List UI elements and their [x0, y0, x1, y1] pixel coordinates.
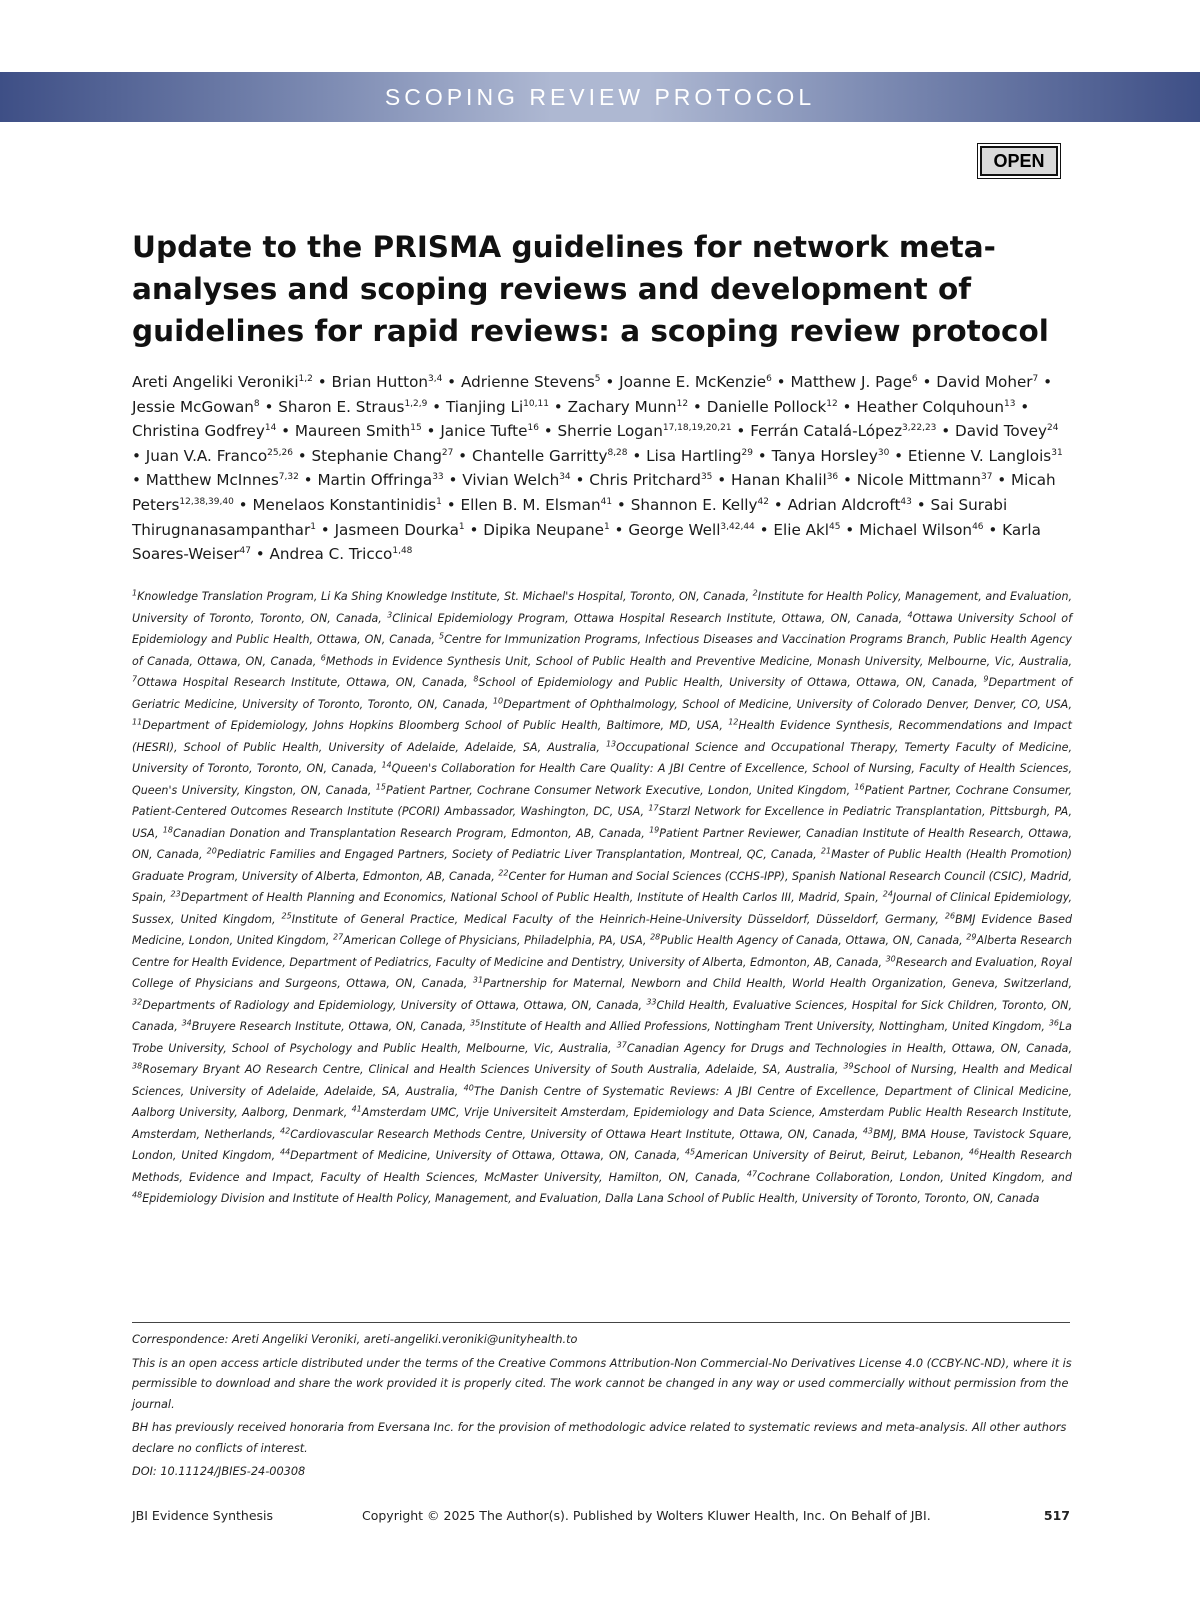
author-name: Hanan Khalil — [731, 471, 827, 490]
author-affiliation-marker: 33 — [432, 472, 444, 483]
affiliation-number: 22 — [498, 867, 509, 877]
author-affiliation-marker: 7,32 — [278, 472, 299, 483]
affiliation-text: Master of Public Health (Health Promotion) Graduate Program, University of Alberta, Edmonton, AB, Canada, — [132, 848, 1072, 883]
author — [252, 496, 441, 514]
author-name: Sai Surabi Thirugnanasampanthar — [132, 495, 1008, 539]
author-name: Christina Godfrey — [132, 422, 265, 441]
footer-copyright: Copyright © 2025 The Author(s). Published by Wolters Kluwer Health, Inc. On Behalf of JBI. — [362, 1508, 931, 1523]
author-affiliation-marker: 3,22,23 — [902, 423, 937, 434]
author-affiliation-marker: 31 — [1051, 447, 1063, 458]
affiliation-text: Canadian Donation and Transplantation Research Program, Edmonton, AB, Canada, — [172, 826, 650, 840]
article-title: Update to the PRISMA guidelines for network meta-analyses and scoping reviews and development of guidelines for rapid reviews: a scoping review protocol — [132, 230, 1049, 348]
affiliation-number: 37 — [616, 1039, 627, 1049]
author — [589, 471, 712, 489]
affiliation-number: 42 — [280, 1125, 291, 1135]
affiliation-text: Institute for Health Policy, Management, and Evaluation, University of Toronto, Toronto, ON, Canada, — [132, 590, 1073, 625]
author-name: Menelaos Konstantinidis — [252, 495, 437, 514]
author-name: David Moher — [936, 373, 1033, 391]
affiliation-number: 28 — [650, 932, 661, 942]
affiliation-number: 36 — [1048, 1018, 1059, 1028]
author-affiliation-marker: 14 — [264, 423, 277, 434]
affiliation-text: Institute of Health and Allied Professions, Nottingham Trent University, Nottingham, United Kingdom, — [480, 1020, 1049, 1033]
author-name: Danielle Pollock — [706, 397, 827, 416]
author — [955, 422, 1058, 440]
author-affiliation-marker: 29 — [741, 447, 753, 458]
affiliation-number: 7 — [132, 674, 138, 684]
affiliation-text: Occupational Science and Occupational Therapy, Temerty Faculty of Medicine, University of Toronto, Toronto, ON, Canada, — [132, 740, 1073, 775]
page-number: 517 — [1043, 1508, 1070, 1523]
author-affiliation-marker: 35 — [700, 472, 713, 483]
disclosure-note: BH has previously received honoraria from Eversana Inc. for the provision of methodologic advice related to systematic reviews and meta-analysis. All other authors declare no conflicts of interest. — [132, 1421, 1067, 1455]
author-affiliation-marker: 13 — [1003, 398, 1016, 409]
author-affiliation-marker: 30 — [877, 447, 890, 458]
author-name: Matthew McInnes — [145, 471, 279, 490]
notes-divider — [132, 1322, 1070, 1323]
affiliation-number: 20 — [206, 846, 217, 856]
author-name: Sharon E. Straus — [278, 397, 405, 416]
author — [773, 521, 840, 539]
author-affiliation-marker: 1 — [603, 521, 610, 532]
affiliation-number: 3 — [387, 609, 393, 619]
author — [790, 373, 917, 391]
affiliation-text: Departments of Radiology and Epidemiology, University of Ottawa, Ottawa, ON, Canada, — [142, 998, 647, 1012]
author — [646, 447, 753, 465]
article-notes — [132, 1330, 1072, 1486]
author — [750, 422, 936, 440]
author-affiliation-marker: 1,2 — [298, 373, 313, 384]
affiliation-text: Child Health, Evaluative Sciences, Hospital for Sick Children, Toronto, ON, Canada, — [132, 998, 1072, 1033]
affiliation-text: Methods in Evidence Synthesis Unit, School of Public Health and Preventive Medicine, Monash University, Melbourne, Vic, Australia, — [325, 654, 1072, 668]
affiliation-text: Canadian Agency for Drugs and Technologies in Health, Ottawa, ON, Canada, — [626, 1041, 1072, 1055]
author-name: Micah Peters — [132, 471, 1056, 514]
affiliation-list — [132, 586, 1072, 1210]
page-footer — [132, 1508, 1070, 1528]
author-name: Tianjing Li — [445, 397, 524, 416]
affiliation-number: 44 — [279, 1147, 291, 1157]
author-name: Ellen B. M. Elsman — [460, 495, 601, 514]
author-name: Heather Colquhoun — [856, 397, 1004, 416]
author — [446, 398, 549, 416]
affiliation-number: 30 — [885, 953, 896, 963]
affiliation-text: Research and Evaluation, Royal College of Physicians and Surgeons, Ottawa, ON, Canada, — [132, 955, 1072, 990]
affiliation-number: 13 — [605, 738, 617, 748]
author-name: Zachary Munn — [567, 397, 677, 416]
author-affiliation-marker: 6 — [766, 373, 772, 384]
affiliation-number: 48 — [132, 1190, 143, 1200]
affiliation-text: Public Health Agency of Canada, Ottawa, ON, Canada, — [660, 934, 967, 947]
author-affiliation-marker: 1 — [310, 521, 316, 532]
author-name: Shannon E. Kelly — [630, 495, 758, 514]
author-affiliation-marker: 17,18,19,20,21 — [662, 423, 732, 434]
affiliation-number: 35 — [470, 1018, 481, 1028]
author-name: Elie Akl — [773, 520, 830, 539]
author — [295, 422, 422, 440]
author — [462, 471, 570, 489]
author-name: George Well — [628, 520, 721, 539]
affiliation-text: BMJ, BMA House, Tavistock Square, London, United Kingdom, — [132, 1127, 1072, 1162]
author-name: Maureen Smith — [294, 422, 411, 441]
author-affiliation-marker: 6 — [911, 373, 918, 384]
affiliation-number: 33 — [646, 996, 657, 1006]
author-list: Areti Angeliki Veroniki$^{1,2}$ • Brian Hutton$^{3,4}$ • Adrienne Stevens$^5$ • Joanne E. McKenzie$^6$ • Matthew J. Page$^6$ • David Moher$^7$ • Jessie McGowan$^8$ • Sharon E. Straus$^{1,2,9}$ • Tianjing Li$^{10,11}$ • Zachary Munn$^{12}$ • Danielle Pollock$^{12}$ • Heather Colquhoun$^{13}$ • Christina Godfrey$^{14}$ • Maureen Smith$^{15}$ • Janice Tufte$^{16}$ • Sherrie Logan$^{17,18,19,20,21}$ • Ferrán Catalá-López$^{3,22,23}$ • David Tovey$^{24}$ • Juan V.A. Franco$^{25,26}$ • Stephanie Chang$^{27}$ • Chantelle Garritty$^{8,28}$ • Lisa Hartling$^{29}$ • Tanya Horsley$^{30}$ • Etienne V. Langlois$^{31}$ • Matthew McInnes$^{7,32}$ • Martin Offringa$^{33}$ • Vivian Welch$^{34}$ • Chris Pritchard$^{35}$ • Hanan Khalil$^{36}$ • Nicole Mittmann$^{37}$ • Micah Peters$^{12,38,39,40}$ • Menelaos Konstantinidis$^1$ • Ellen B. M. Elsman$^{41}$ • Shannon E. Kelly$^{42}$ • Adrian Aldcroft$^{43}$ • Sai Surabi Thirugnanasampanthar$^1$ • Jasmeen Dourka$^1$ • Dipika Neupane$^1$ • George Well$^{3,42,44}$ • Elie Akl$^{45}$ • Michael Wilson$^{46}$ • Karla Soares-Weiser$^{47}$ • Andrea C. Tricco$^{1,48}$ — [132, 373, 1063, 564]
author-name: Janice Tufte — [440, 422, 528, 441]
affiliation-text: Patient Partner, Cochrane Consumer Network Executive, London, United Kingdom, — [385, 783, 855, 797]
affiliation-number: 2 — [752, 588, 758, 598]
affiliation-number: 25 — [281, 910, 292, 920]
affiliation-text: Department of Ophthalmology, School of Medicine, University of Colorado Denver, Denver, CO, USA, — [503, 697, 1072, 711]
author-affiliation-marker: 12 — [676, 398, 689, 409]
author-name: Jessie McGowan — [132, 397, 254, 416]
affiliation-number: 9 — [983, 674, 989, 684]
author-name: Joanne E. McKenzie — [619, 373, 767, 391]
author — [707, 398, 838, 416]
affiliation-text: Center for Human and Social Sciences (CCHS-IPP), Spanish National Research Council (CSIC), Madrid, Spain, — [132, 869, 1072, 904]
author — [558, 422, 732, 440]
author-affiliation-marker: 36 — [826, 472, 839, 483]
author — [788, 496, 912, 514]
affiliation-text: Alberta Research Centre for Health Evidence, Department of Pediatrics, Faculty of Medicine and Dentistry, University of Alberta, Edmonton, AB, Canada, — [132, 934, 1072, 969]
author-name: Martin Offringa — [317, 471, 433, 490]
affiliation-number: 21 — [820, 846, 832, 856]
author — [772, 447, 890, 465]
author-affiliation-marker: 12 — [826, 398, 838, 409]
affiliation-number: 11 — [132, 717, 143, 727]
author-affiliation-marker: 43 — [900, 496, 912, 507]
affiliation-number: 46 — [968, 1147, 980, 1157]
affiliation-text: School of Nursing, Health and Medical Sciences, University of Adelaide, Adelaide, SA, Australia, — [132, 1063, 1072, 1098]
section-label: SCOPING REVIEW PROTOCOL — [384, 83, 816, 110]
affiliation-text: Epidemiology Division and Institute of Health Policy, Management, and Evaluation, Dalla Lana School of Public Health, University of Toronto, Toronto, ON, Canada — [142, 1192, 1040, 1205]
author — [631, 496, 769, 514]
affiliation-number: 18 — [162, 824, 173, 834]
author-affiliation-marker: 3,42,44 — [720, 521, 755, 532]
author — [472, 447, 628, 465]
author-name: Ferrán Catalá-López — [750, 422, 903, 441]
author-name: Areti Angeliki Veroniki — [132, 373, 299, 391]
affiliation-text: School of Epidemiology and Public Health, University of Ottawa, Ottawa, ON, Canada, — [478, 676, 984, 689]
author-name: Michael Wilson — [859, 520, 973, 539]
author-name: Lisa Hartling — [646, 446, 742, 465]
author-name: Stephanie Chang — [311, 446, 442, 465]
author — [568, 398, 689, 416]
author — [908, 447, 1063, 465]
affiliation-text: Department of Geriatric Medicine, University of Toronto, Toronto, ON, Canada, — [132, 676, 1073, 711]
affiliation-number: 43 — [862, 1125, 874, 1135]
affiliation-number: 24 — [882, 889, 893, 899]
author-name: Etienne V. Langlois — [907, 446, 1052, 465]
author-affiliation-marker: 5 — [594, 373, 601, 384]
author — [132, 398, 260, 416]
affiliation-text: Patient Partner Reviewer, Canadian Institute of Health Research, Ottawa, ON, Canada, — [132, 826, 1072, 861]
affiliation-number: 15 — [375, 781, 386, 791]
affiliation-text: Patient Partner, Cochrane Consumer, Patient-Centered Outcomes Research Institute (PCORI) Ambassador, Washington, DC, USA, — [132, 783, 1073, 818]
doi-note: DOI: 10.11124/JBIES-24-00308 — [132, 1465, 306, 1478]
affiliation-text: Amsterdam UMC, Vrije Universiteit Amsterdam, Epidemiology and Data Science, Amsterdam Public Health Research Institute, Amsterdam, Netherlands, — [132, 1106, 1073, 1141]
affiliation-text: Queen's Collaboration for Health Care Quality: A JBI Centre of Excellence, School of Nursing, Faculty of Health Sciences, Queen's University, Kingston, ON, Canada, — [132, 762, 1072, 797]
affiliation-text: Pediatric Families and Engaged Partners, Society of Pediatric Liver Transplantation, Montreal, QC, Canada, — [216, 848, 821, 861]
author-affiliation-marker: 46 — [972, 521, 984, 532]
author — [270, 545, 413, 563]
affiliation-text: Clinical Epidemiology Program, Ottawa Hospital Research Institute, Ottawa, ON, Canada, — [392, 611, 908, 625]
author — [857, 471, 993, 489]
affiliation-text: Ottawa University School of Epidemiology and Public Health, Ottawa, ON, Canada, — [132, 611, 1072, 646]
affiliation-number: 32 — [132, 996, 143, 1006]
author — [936, 373, 1038, 391]
affiliation-number: 34 — [181, 1018, 192, 1028]
author-affiliation-marker: 1,2,9 — [404, 398, 428, 409]
author — [132, 422, 276, 440]
author-affiliation-marker: 45 — [829, 521, 841, 532]
author-affiliation-marker: 1,48 — [392, 546, 413, 557]
author-affiliation-marker: 15 — [410, 423, 422, 434]
affiliation-number: 47 — [746, 1168, 758, 1178]
author-name: Dipika Neupane — [483, 520, 604, 539]
affiliation-number: 5 — [438, 631, 445, 641]
author-name: Sherrie Logan — [557, 422, 663, 441]
affiliation-text: Health Evidence Synthesis, Recommendations and Impact (HESRI), School of Public Health, University of Adelaide, Adelaide, SA, Australia, — [132, 719, 1072, 754]
author-affiliation-marker: 1 — [458, 521, 465, 532]
affiliation-number: 1 — [132, 588, 138, 598]
affiliation-number: 19 — [649, 824, 660, 834]
author-affiliation-marker: 25,26 — [267, 447, 293, 458]
author-name: Tanya Horsley — [771, 446, 878, 465]
affiliation-number: 38 — [132, 1061, 143, 1071]
affiliation-text: Rosemary Bryant AO Research Centre, Clinical and Health Sciences University of South Australia, Adelaide, SA, Australia, — [142, 1063, 844, 1076]
author-affiliation-marker: 24 — [1047, 423, 1059, 434]
affiliation-number: 17 — [648, 803, 659, 813]
author-affiliation-marker: 41 — [600, 496, 613, 507]
affiliation-number: 27 — [333, 932, 344, 942]
author-affiliation-marker: 37 — [980, 472, 993, 483]
author — [335, 521, 465, 539]
affiliation-text: Knowledge Translation Program, Li Ka Shing Knowledge Institute, St. Michael's Hospital, Toronto, ON, Canada, — [137, 590, 753, 603]
author-name: Adrienne Stevens — [460, 373, 595, 391]
author — [619, 373, 772, 391]
author — [856, 398, 1015, 416]
author — [859, 521, 983, 539]
author-affiliation-marker: 12,38,39,40 — [179, 496, 234, 507]
author-name: Jasmeen Dourka — [334, 520, 459, 539]
author — [278, 398, 427, 416]
affiliation-number: 31 — [472, 975, 484, 985]
affiliation-text: Health Research Methods, Evidence and Impact, Faculty of Health Sciences, McMaster University, Hamilton, ON, Canada, — [132, 1149, 1072, 1184]
author-name: Chantelle Garritty — [471, 446, 608, 465]
affiliation-number: 29 — [966, 932, 977, 942]
affiliation-number: 12 — [728, 717, 739, 727]
author — [440, 422, 539, 440]
author-affiliation-marker: 1 — [436, 496, 442, 507]
author-name: Vivian Welch — [462, 471, 560, 490]
affiliation-number: 10 — [492, 695, 504, 705]
affiliation-text: Bruyere Research Institute, Ottawa, ON, Canada, — [191, 1020, 471, 1033]
author-affiliation-marker: 3,4 — [428, 373, 443, 384]
section-band — [0, 72, 1200, 122]
affiliation-number: 39 — [843, 1061, 854, 1071]
affiliation-number: 8 — [473, 674, 479, 684]
author-affiliation-marker: 27 — [441, 447, 454, 458]
affiliation-number: 6 — [320, 652, 326, 662]
author-name: Adrian Aldcroft — [787, 495, 901, 514]
author-affiliation-marker: 47 — [239, 546, 251, 557]
footer-journal: JBI Evidence Synthesis — [132, 1508, 274, 1523]
affiliation-text: Centre for Immunization Programs, Infectious Diseases and Vaccination Programs Branch, Public Health Agency of Canada, Ottawa, ON, Canada, — [132, 633, 1072, 668]
author-affiliation-marker: 16 — [527, 423, 539, 434]
affiliation-number: 4 — [907, 609, 913, 619]
author — [317, 471, 443, 489]
affiliation-text: American University of Beirut, Beirut, Lebanon, — [695, 1149, 969, 1162]
author-affiliation-marker: 42 — [757, 496, 769, 507]
author — [483, 521, 609, 539]
author-name: Matthew J. Page — [790, 373, 912, 391]
affiliation-text: American College of Physicians, Philadelphia, PA, USA, — [343, 934, 651, 947]
affiliation-number: 14 — [381, 760, 392, 770]
author-affiliation-marker: 10,11 — [523, 398, 549, 409]
affiliation-text: Department of Medicine, University of Ottawa, Ottawa, ON, Canada, — [290, 1149, 685, 1162]
license-note: This is an open access article distributed under the terms of the Creative Commons Attribution-Non Commercial-No Derivatives License 4.0 (CCBY-NC-ND), where it is permissible to download and share the work provided it is properly cited. The work cannot be changed in any way or used commercially without permission from the journal. — [132, 1356, 1072, 1411]
author-name: Juan V.A. Franco — [145, 446, 268, 465]
author-name: Andrea C. Tricco — [269, 545, 393, 564]
author-affiliation-marker: 7 — [1032, 373, 1039, 384]
affiliation-number: 41 — [351, 1104, 362, 1114]
affiliation-text: Institute of General Practice, Medical Faculty of the Heinrich-Heine-University Düsseldorf, Düsseldorf, Germany, — [291, 912, 945, 926]
affiliation-text: Journal of Clinical Epidemiology, Sussex, United Kingdom, — [132, 891, 1072, 926]
correspondence-note: Correspondence: Areti Angeliki Veroniki, areti-angeliki.veroniki@unityhealth.to — [132, 1333, 578, 1346]
affiliation-text: Ottawa Hospital Research Institute, Ottawa, ON, Canada, — [137, 676, 474, 689]
author — [312, 447, 454, 465]
affiliation-text: Cardiovascular Research Methods Centre, University of Ottawa Heart Institute, Ottawa, ON, Canada, — [290, 1127, 863, 1141]
affiliation-text: Department of Epidemiology, Johns Hopkins Bloomberg School of Public Health, Baltimore, MD, USA, — [142, 719, 729, 732]
affiliation-text: Department of Health Planning and Economics, National School of Public Health, Institute of Health Carlos III, Madrid, Spain, — [180, 891, 883, 904]
author — [731, 471, 838, 489]
affiliation-number: 40 — [463, 1082, 474, 1092]
affiliation-text: Partnership for Maternal, Newborn and Child Health, World Health Organization, Geneva, Switzerland, — [483, 977, 1073, 990]
affiliation-text: La Trobe University, School of Psychology and Public Health, Melbourne, Vic, Australia, — [132, 1020, 1072, 1055]
author-affiliation-marker: 8,28 — [607, 447, 628, 458]
affiliation-text: The Danish Centre of Systematic Reviews: A JBI Centre of Excellence, Department of Clinical Medicine, Aalborg University, Aalborg, Denmark, — [132, 1084, 1072, 1119]
author — [461, 373, 601, 391]
affiliation-text: Cochrane Collaboration, London, United Kingdom, and — [757, 1170, 1072, 1184]
author — [132, 373, 313, 391]
author-name: Nicole Mittmann — [856, 471, 981, 490]
author-name: David Tovey — [955, 422, 1048, 441]
affiliation-text: Starzl Network for Excellence in Pediatric Transplantation, Pittsburgh, PA, USA, — [132, 805, 1072, 840]
affiliation-number: 45 — [684, 1147, 696, 1157]
author — [332, 373, 443, 391]
author — [461, 496, 613, 514]
open-access-badge: OPEN — [980, 146, 1058, 176]
author — [146, 447, 293, 465]
author-name: Karla Soares-Weiser — [132, 520, 1041, 564]
author-name: Chris Pritchard — [589, 471, 701, 490]
affiliation-number: 16 — [854, 781, 865, 791]
affiliation-number: 26 — [944, 910, 956, 920]
author-affiliation-marker: 8 — [253, 398, 260, 409]
author — [628, 521, 754, 539]
affiliation-text: BMJ Evidence Based Medicine, London, United Kingdom, — [132, 912, 1073, 947]
author-name: Brian Hutton — [331, 373, 429, 391]
author-affiliation-marker: 34 — [559, 472, 571, 483]
affiliation-number: 23 — [170, 889, 181, 899]
author — [146, 471, 299, 489]
